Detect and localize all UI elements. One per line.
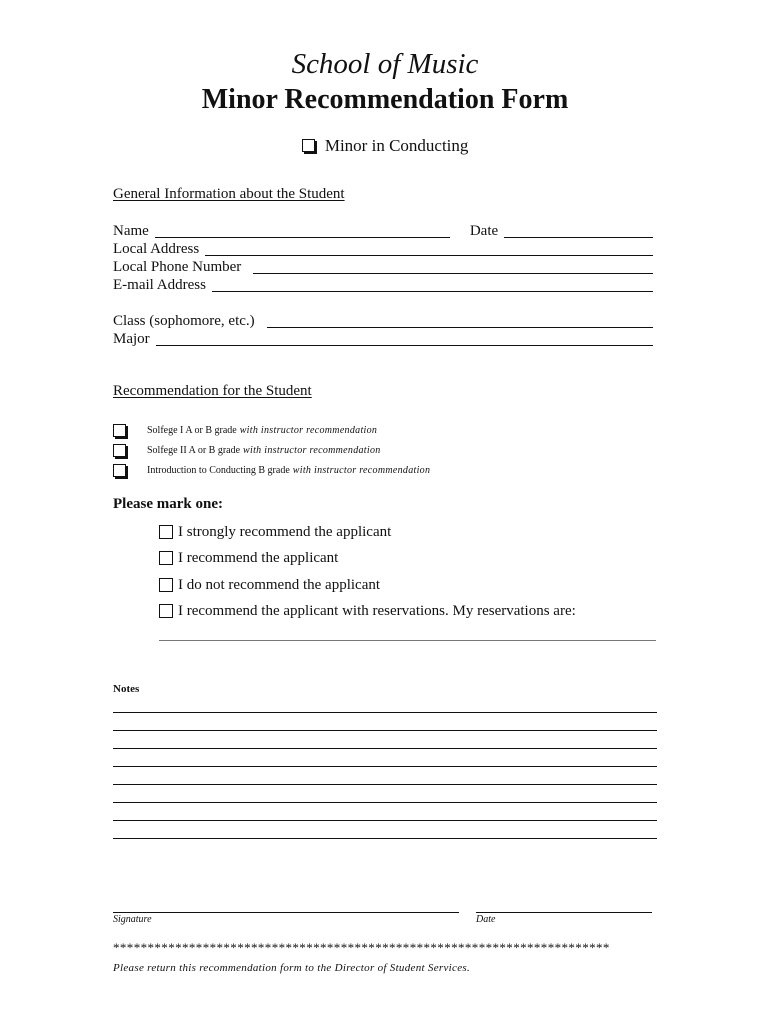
signature-date-line[interactable] — [476, 912, 652, 913]
local-phone-row — [113, 258, 653, 276]
checkbox-strongly-recommend[interactable] — [159, 525, 173, 539]
checkbox-recommend[interactable] — [159, 551, 173, 565]
class-field[interactable] — [267, 313, 653, 328]
local-address-label: Local Address — [113, 241, 200, 257]
minor-option — [0, 136, 770, 156]
notes-line[interactable] — [113, 820, 657, 821]
separator-stars: ************************************************************************ — [113, 940, 610, 955]
notes-line[interactable] — [113, 712, 657, 713]
notes-label: Notes — [113, 683, 140, 695]
rec-item-conducting: Introduction to Conducting B grade with instructor recommendation — [113, 461, 430, 479]
recommendation-heading: Recommendation for the Student — [113, 383, 312, 399]
major-label: Major — [113, 331, 150, 347]
checkbox-solfege-1[interactable] — [113, 424, 126, 437]
email-field[interactable] — [212, 277, 653, 292]
checkbox-recommend-reservations[interactable] — [159, 604, 173, 618]
date-label: Date — [469, 223, 499, 239]
email-label: E-mail Address — [113, 277, 206, 293]
signature-line[interactable] — [113, 912, 459, 913]
local-phone-label: Local Phone Number — [113, 259, 242, 275]
local-address-field[interactable] — [205, 241, 653, 256]
notes-line[interactable] — [113, 802, 657, 803]
email-row — [113, 276, 653, 294]
date-field[interactable] — [504, 223, 653, 238]
option-strongly-recommend: I strongly recommend the applicant — [159, 522, 391, 542]
form-title: Minor Recommendation Form — [201, 84, 569, 115]
option-do-not-recommend: I do not recommend the applicant — [159, 575, 380, 595]
name-field[interactable] — [155, 223, 450, 238]
signature-label: Signature — [113, 914, 152, 925]
major-field[interactable] — [156, 331, 653, 346]
general-info-heading: General Information about the Student — [113, 186, 345, 202]
checkbox-intro-conducting[interactable] — [113, 464, 126, 477]
option-recommend: I recommend the applicant — [159, 548, 338, 568]
return-instructions: Please return this recommendation form to the Director of Student Services. — [113, 962, 471, 974]
checkbox-solfege-2[interactable] — [113, 444, 126, 457]
school-name: School of Music — [291, 48, 479, 80]
checkbox-do-not-recommend[interactable] — [159, 578, 173, 592]
rec-item-solfege-1: Solfege I A or B grade with instructor recommendation — [113, 421, 377, 439]
notes-line[interactable] — [113, 730, 657, 731]
name-date-row — [113, 222, 653, 240]
major-row — [113, 330, 653, 348]
local-address-row — [113, 240, 653, 258]
minor-option-label: Minor in Conducting — [324, 136, 469, 155]
class-row — [113, 312, 653, 330]
notes-line[interactable] — [113, 766, 657, 767]
class-label: Class (sophomore, etc.) — [113, 313, 255, 329]
local-phone-field[interactable] — [253, 259, 653, 274]
reservations-line[interactable] — [159, 640, 656, 641]
notes-line[interactable] — [113, 784, 657, 785]
notes-line[interactable] — [113, 748, 657, 749]
signature-date-label: Date — [476, 914, 496, 925]
name-label: Name — [113, 223, 149, 239]
checkbox-minor-conducting[interactable] — [302, 139, 315, 152]
rec-item-solfege-2: Solfege II A or B grade with instructor recommendation — [113, 441, 381, 459]
option-recommend-reservations: I recommend the applicant with reservations. My reservations are: — [159, 601, 576, 621]
notes-line[interactable] — [113, 838, 657, 839]
please-mark-heading: Please mark one: — [113, 496, 223, 512]
